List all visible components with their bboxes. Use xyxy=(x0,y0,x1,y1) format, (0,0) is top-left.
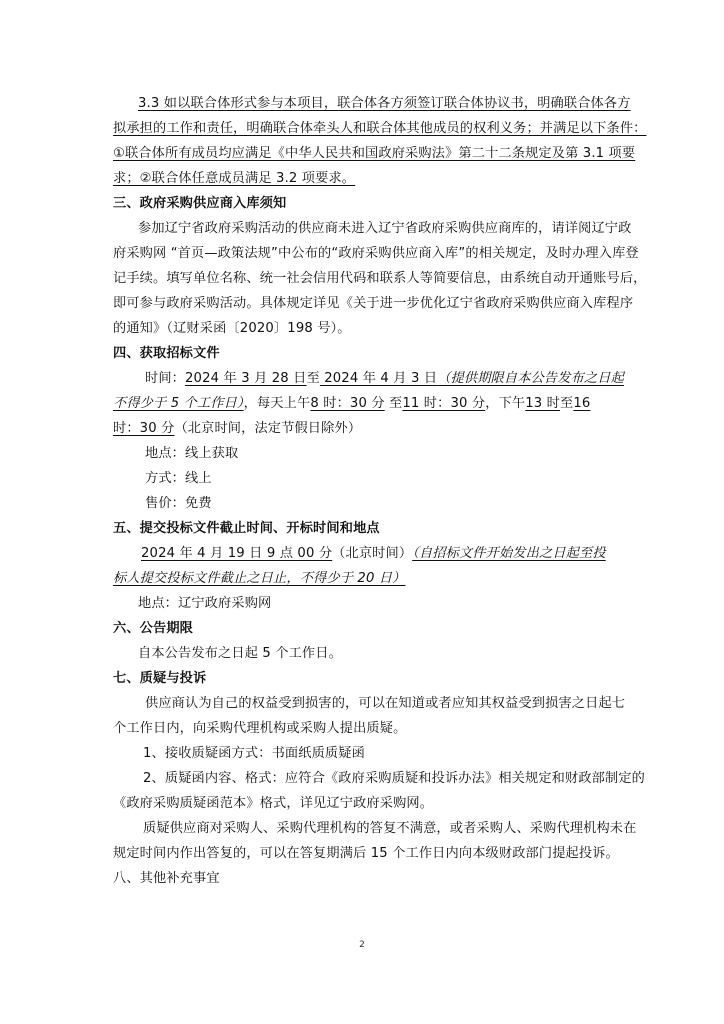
period-note-b: 不得少于 5 个工作日） xyxy=(113,396,244,411)
period-note-a: （提供期限自本公告发布之日起 xyxy=(437,371,624,386)
section-4-price: 售价：免费 xyxy=(145,496,212,511)
section-6-text: 自本公告发布之日起 5 个工作日。 xyxy=(138,646,342,661)
section-7-line-2: 个工作日内，向采购代理机构或采购人提出质疑。 xyxy=(113,721,407,736)
deadline-note-a: （自招标文件开始发出之日起至投 xyxy=(412,546,606,561)
deadline-note-b: 标人提交投标文件截止之日止，不得少于 20 日） xyxy=(113,571,406,586)
time-label: 时间： xyxy=(145,371,186,386)
section-7-line-1: 供应商认为自己的权益受到损害的，可以在知道或者应知其权益受到损害之日起七 xyxy=(145,696,626,711)
section-4-location: 地点：线上获取 xyxy=(145,446,239,461)
pm-end-minute: 时：30 分 xyxy=(113,421,175,436)
date-start: 2024 年 3 月 28 日 xyxy=(185,371,307,386)
am-start: 8 时：30 分 xyxy=(310,396,385,411)
pm-to: 至 xyxy=(560,396,574,411)
section-4-hours-line-2 xyxy=(113,420,361,438)
section-5-deadline-line xyxy=(141,545,606,563)
clause-3-3-line-3: ①联合体所有成员均应满足《中华人民共和国政府采购法》第二十二条规定及第 3.1 项要 xyxy=(113,146,636,161)
section-4-hours-line xyxy=(113,395,590,413)
page-number: 2 xyxy=(359,940,365,950)
daily-label: ，每天上午 xyxy=(243,396,311,411)
clause-3-3-line-1: 3.3 如以联合体形式参与本项目，联合体各方须签订联合体协议书，明确联合体各方 xyxy=(138,96,631,111)
pm-label: ，下午 xyxy=(485,396,526,411)
section-7-line-3: 1、接收质疑函方式：书面纸质质疑函 xyxy=(143,746,365,761)
clause-3-3-line-4: 求；②联合体任意成员满足 3.2 项要求。 xyxy=(113,171,356,186)
section-4-time-line xyxy=(145,370,624,388)
section-3-line-1: 参加辽宁省政府采购活动的供应商未进入辽宁省政府采购供应商库的，请详阅辽宁政 xyxy=(138,221,632,236)
pm-end-hour: 16 xyxy=(573,396,591,411)
date-to: 至 xyxy=(306,371,320,386)
am-end: 11 时：30 分 xyxy=(402,396,486,411)
section-3-line-2: 府采购网 “首页—政策法规”中公布的“政府采购供应商入库”的相关规定，及时办理入库登 xyxy=(113,246,639,261)
section-3-line-5: 的通知》（辽财采函〔2020〕198 号）。 xyxy=(113,321,351,336)
section-7-line-6: 质疑供应商对采购人、采购代理机构的答复不满意，或者采购人、采购代理机构未在 xyxy=(143,821,637,836)
section-4-method: 方式：线上 xyxy=(145,471,212,486)
timezone-note: （北京时间，法定节假日除外） xyxy=(174,421,362,436)
section-7-line-7: 规定时间内作出答复的，可以在答复期满后 15 个工作日内向本级财政部门提起投诉。 xyxy=(113,846,619,861)
date-end: 2024 年 4 月 3 日 xyxy=(319,371,438,386)
section-6-heading: 六、公告期限 xyxy=(113,621,194,636)
section-7-line-4: 2、质疑函内容、格式：应符合《政府采购质疑和投诉办法》相关规定和财政部制定的 xyxy=(143,771,646,786)
deadline: 2024 年 4 月 19 日 9 点 00 分 xyxy=(141,546,333,561)
section-5-heading: 五、提交投标文件截止时间、开标时间和地点 xyxy=(113,521,380,536)
section-8-heading: 八、其他补充事宜 xyxy=(113,871,220,886)
section-3-line-3: 记手续。填写单位名称、统一社会信用代码和联系人等简要信息，由系统自动开通账号后， xyxy=(113,271,647,286)
deadline-tz: （北京时间） xyxy=(332,546,413,561)
section-3-heading: 三、政府采购供应商入库须知 xyxy=(113,196,287,211)
pm-start: 13 时 xyxy=(525,396,561,411)
clause-3-3-line-2: 拟承担的工作和责任，明确联合体牵头人和联合体其他成员的权利义务；并满足以下条件： xyxy=(113,121,647,136)
section-5-location: 地点：辽宁政府采购网 xyxy=(138,596,272,611)
am-to: 至 xyxy=(389,396,403,411)
section-7-line-5: 《政府采购质疑函范本》格式，详见辽宁政府采购网。 xyxy=(113,796,434,811)
section-4-heading: 四、获取招标文件 xyxy=(113,346,220,361)
section-7-heading: 七、质疑与投诉 xyxy=(113,671,207,686)
section-3-line-4: 即可参与政府采购活动。具体规定详见《关于进一步优化辽宁省政府采购供应商入库程序 xyxy=(113,296,634,311)
